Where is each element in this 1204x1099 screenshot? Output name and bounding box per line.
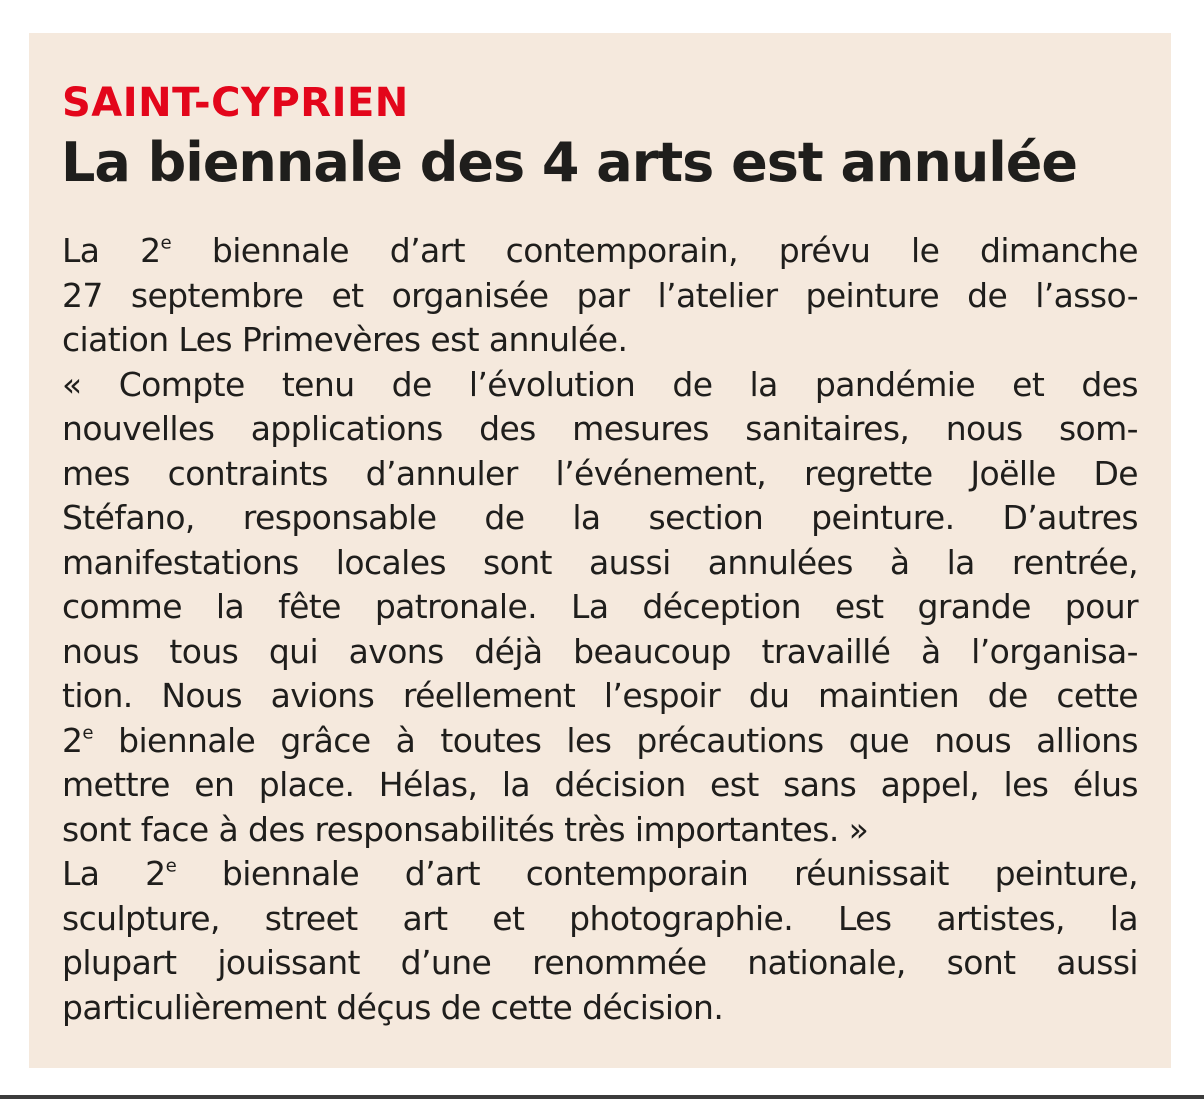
- body-line: La 2e biennale d’art contemporain, prévu le dimanche: [62, 231, 1138, 270]
- body-line: 2e biennale grâce à toutes les précautions que nous allions: [62, 720, 1138, 760]
- body-line: manifestations locales sont aussi annulées à la rentrée,: [62, 542, 1138, 582]
- body-line: sculpture, street art et photographie. Les artistes, la: [62, 898, 1138, 938]
- body-line: « Compte tenu de l’évolution de la pandémie et des: [62, 364, 1138, 404]
- body-line: mettre en place. Hélas, la décision est sans appel, les élus: [62, 765, 1138, 804]
- body-line: La 2e biennale d’art contemporain réunissait peinture,: [62, 854, 1138, 893]
- body-line: nouvelles applications des mesures sanitaires, nous som-: [62, 409, 1138, 448]
- article-kicker: SAINT-CYPRIEN: [62, 80, 409, 126]
- article-headline: La biennale des 4 arts est annulée: [61, 131, 1078, 194]
- body-line: ciation Les Primevères est annulée.: [62, 320, 628, 359]
- body-line: mes contraints d’annuler l’événement, regrette Joëlle De: [62, 453, 1138, 493]
- body-line: tion. Nous avions réellement l’espoir du maintien de cette: [62, 676, 1138, 715]
- body-line: plupart jouissant d’une renommée nationale, sont aussi: [62, 943, 1138, 982]
- body-line: 27 septembre et organisée par l’atelier peinture de l’asso-: [62, 275, 1138, 315]
- body-line: comme la fête patronale. La déception est grande pour: [62, 587, 1138, 626]
- article-body: [62, 229, 1138, 1030]
- body-line: Stéfano, responsable de la section peinture. D’autres: [62, 498, 1138, 537]
- body-line: nous tous qui avons déjà beaucoup travaillé à l’organisa-: [62, 631, 1138, 671]
- article-box: [29, 33, 1171, 1068]
- bottom-divider: [0, 1095, 1204, 1099]
- body-line: sont face à des responsabilités très importantes. »: [62, 809, 869, 849]
- body-line: particulièrement déçus de cette décision.: [62, 987, 724, 1027]
